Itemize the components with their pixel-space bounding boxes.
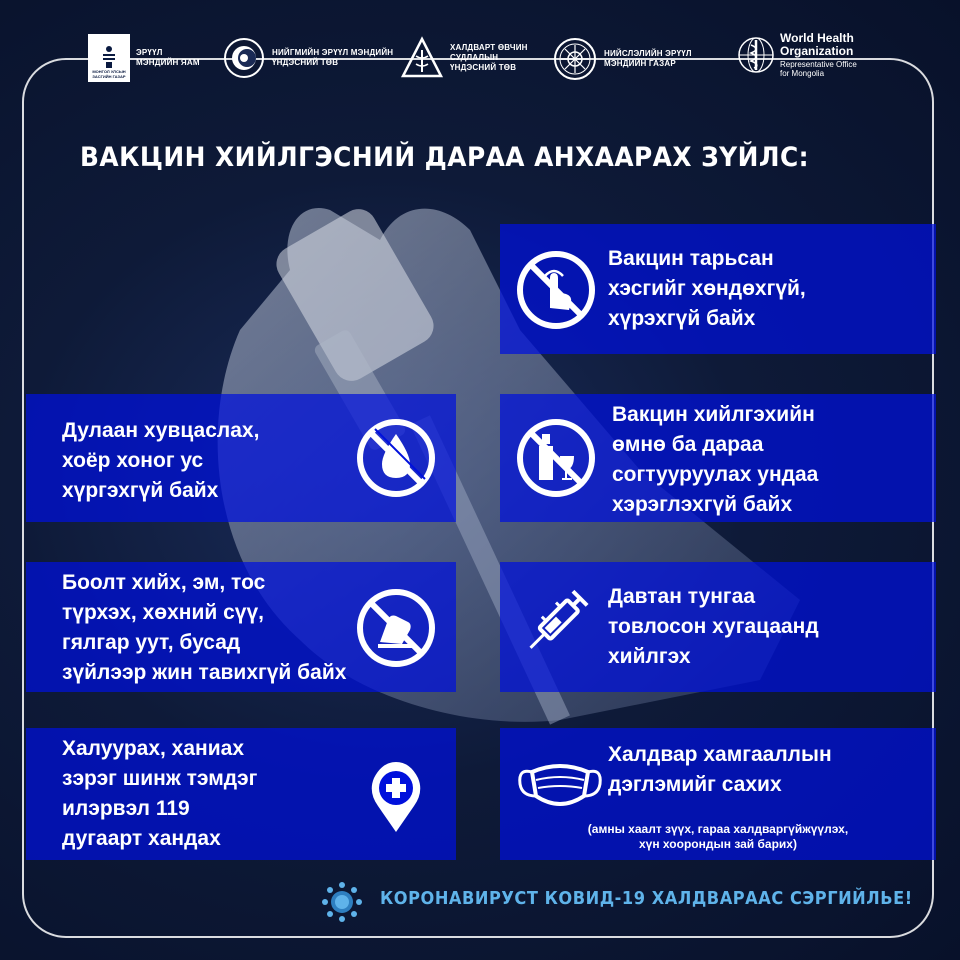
seal-caption: МОНГОЛ УЛСЫН ЗАСГИЙН ГАЗАР: [92, 69, 126, 79]
logo-label: ХАЛДВАРТ ӨВЧИН СУДЛАЛЫН ҮНДЭСНИЙ ТӨВ: [450, 43, 528, 72]
face-mask-icon: [512, 738, 608, 822]
tip-card-no-alcohol: [500, 394, 936, 522]
no-touch-icon: [514, 248, 598, 332]
soyombo-seal-icon: [88, 34, 130, 82]
no-ointment-icon: [354, 586, 438, 670]
no-alcohol-icon: [514, 416, 598, 500]
tip-note: (амны хаалт зүүх, гараа халдваргүйжүүлэх, хүн хоорондын зай барих): [587, 822, 849, 851]
who-logo: [736, 32, 857, 78]
capital-health-dept-logo: [552, 36, 692, 82]
public-health-center-logo: [222, 36, 393, 80]
no-water-icon: [354, 416, 438, 500]
logo-label: ЭРҮҮЛ МЭНДИЙН ЯАМ: [136, 48, 200, 67]
page-title: ВАКЦИН ХИЙЛГЭСНИЙ ДАРАА АНХААРАХ ЗҮЙЛС:: [80, 142, 810, 173]
logo-bar: [0, 26, 960, 96]
tip-card-no-touch: [500, 224, 936, 354]
footer: [0, 880, 960, 930]
tip-text: Халдвар хамгааллын дэглэмийг сахих: [608, 743, 832, 796]
infectious-disease-center-logo-icon: [400, 36, 444, 80]
tip-text: Вакцин тарьсан хэсгийг хөндөхгүй, хүрэхгүй байх: [608, 247, 806, 330]
ministry-of-health-logo: [88, 34, 200, 82]
tip-card-call-119: [26, 728, 456, 860]
logo-label: НИЙСЛЭЛИЙН ЭРҮҮЛ МЭНДИЙН ГАЗАР: [604, 49, 692, 68]
public-health-center-logo-icon: [222, 36, 266, 80]
logo-label: НИЙГМИЙН ЭРҮҮЛ МЭНДИЙН ҮНДЭСНИЙ ТӨВ: [272, 48, 394, 67]
syringe-icon: [514, 586, 598, 670]
tip-card-no-ointment: [26, 562, 456, 692]
tip-text: Вакцин хийлгэхийн өмнө ба дараа согтууруулах ундаа хэрэглэхгүй байх: [612, 403, 819, 516]
tip-text: Боолт хийх, эм, тос түрхэх, хөхний сүү, гялгар уут, бусад зүйлээр жин тавихгүй байх: [62, 571, 347, 684]
tip-text: Дулаан хувцаслах, хоёр хоног ус хүргэхгүй байх: [62, 419, 260, 502]
tip-card-protection-regime: [500, 728, 936, 860]
capital-health-dept-logo-icon: [552, 36, 598, 82]
tip-card-second-dose: [500, 562, 936, 692]
footer-slogan: КОРОНАВИРУСТ КОВИД-19 ХАЛДВАРААС СЭРГИЙЛЬЕ!: [380, 888, 913, 909]
who-name: World Health Organization: [780, 31, 854, 58]
who-emblem-icon: [736, 35, 776, 75]
tip-card-no-water: [26, 394, 456, 522]
who-subtitle: Representative Office for Mongolia: [780, 60, 857, 78]
medical-location-icon: [354, 752, 438, 836]
tip-text: Давтан тунгаа товлосон хугацаанд хийлгэх: [608, 585, 819, 668]
infectious-disease-center-logo: [400, 36, 528, 80]
tip-text: Халуурах, ханиах зэрэг шинж тэмдэг илэрвэл 119 дугаарт хандах: [62, 737, 258, 850]
